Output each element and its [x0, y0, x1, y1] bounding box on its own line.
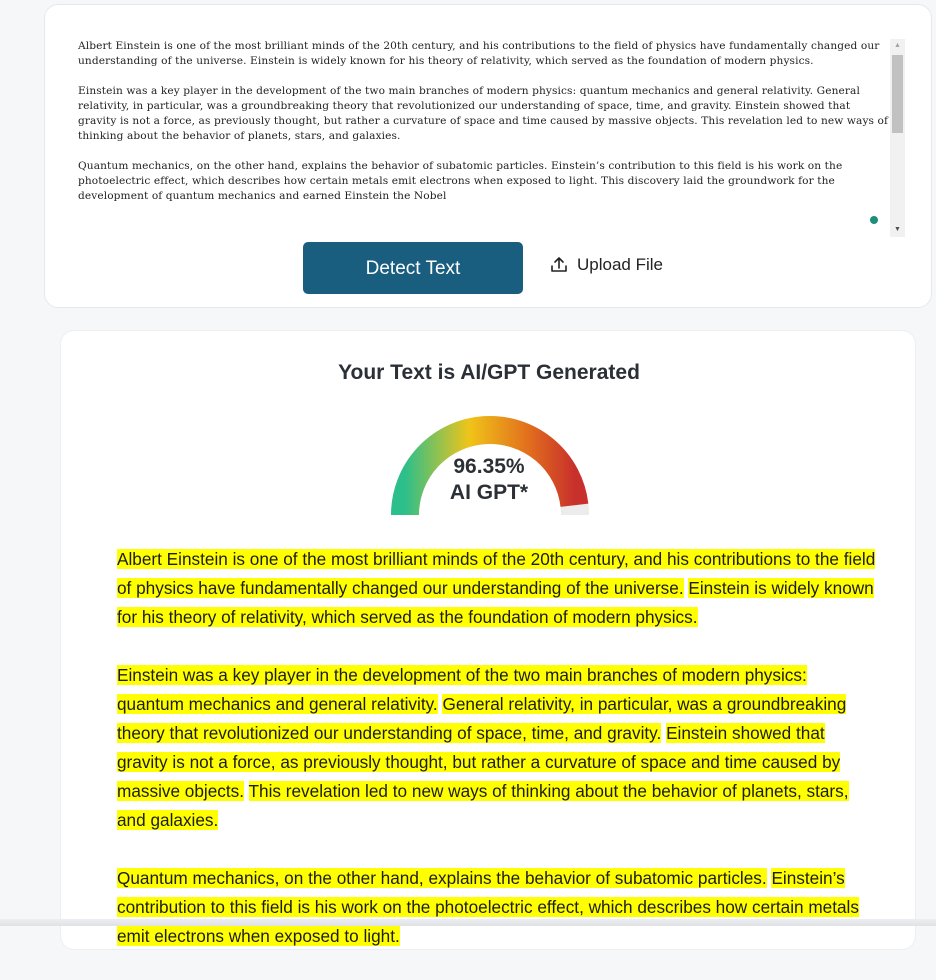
- detect-text-button[interactable]: Detect Text: [303, 242, 523, 294]
- highlighted-analysis: [117, 545, 877, 980]
- highlighted-sentence: Einstein was a key player in the development of the two main branches of modern physics: quantum mechanics and general relativity.: [117, 665, 807, 714]
- text-input-scrollbar[interactable]: [890, 39, 905, 237]
- input-card: [44, 4, 932, 308]
- ai-score-percentage: 96.35%: [453, 455, 525, 478]
- analysis-paragraph: [117, 545, 877, 632]
- input-paragraph: Albert Einstein is one of the most brilliant minds of the 20th century, and his contributions to the field of physics have fundamentally changed our understanding of the universe. Einstein is widely known for his theory of relativity, which served as the foundation of modern physics.: [78, 40, 880, 67]
- highlighted-sentence: Quantum mechanics, on the other hand, explains the behavior of subatomic particles.: [117, 868, 767, 888]
- analysis-paragraph: [117, 661, 877, 835]
- analysis-paragraph: [117, 864, 877, 951]
- grammar-indicator-dot: [870, 216, 878, 224]
- highlighted-sentence: General relativity, in particular, was a groundbreaking theory that revolutionized our understanding of space, time, and gravity.: [117, 694, 847, 743]
- result-card: [60, 330, 916, 950]
- scrollbar-thumb[interactable]: [892, 55, 903, 133]
- text-input-area[interactable]: [78, 39, 890, 237]
- ai-score-label: AI GPT*: [449, 481, 529, 504]
- highlighted-sentence: Einstein’s contribution to this field is his work on the photoelectric effect, which describes how certain metals emit electrons when exposed to light.: [117, 868, 859, 946]
- upload-file-button[interactable]: [549, 251, 663, 279]
- scroll-up-arrow-icon[interactable]: ▲: [894, 42, 901, 49]
- upload-icon: [549, 255, 569, 275]
- input-paragraph: Einstein was a key player in the development of the two main branches of modern physics: quantum mechanics and general relativity. General relativity, in particular, was a groundbreaking theory that revolutionized our understanding of space, time, and gravity. Einstein showed that gravity is not a force, as previously thought, but rather a curvature of space and time caused by massive objects. This revelation led to new ways of thinking about the behavior of planets, stars, and galaxies.: [78, 85, 889, 142]
- highlighted-sentence: Einstein showed that gravity is not a force, as previously thought, but rather a curvature of space and time caused by massive objects.: [117, 723, 841, 801]
- result-title: Your Text is AI/GPT Generated: [338, 361, 640, 384]
- scroll-down-arrow-icon[interactable]: ▼: [894, 226, 901, 233]
- upload-file-label: Upload File: [577, 255, 663, 274]
- bottom-edge: [0, 919, 936, 926]
- highlighted-sentence: Einstein is widely known for his theory of relativity, which served as the foundation of modern physics.: [117, 578, 874, 627]
- input-paragraph: Quantum mechanics, on the other hand, explains the behavior of subatomic particles. Einstein’s contribution to this field is his work on the photoelectric effect, which describes how certain metals emit electrons when exposed to light. This discovery laid the groundwork for the development of quantum mechanics and earned Einstein the Nobel: [78, 160, 843, 202]
- highlighted-sentence: This revelation led to new ways of thinking about the behavior of planets, stars, and galaxies.: [117, 781, 849, 830]
- highlighted-sentence: Albert Einstein is one of the most brilliant minds of the 20th century, and his contributions to the field of physics have fundamentally changed our understanding of the universe.: [117, 549, 876, 598]
